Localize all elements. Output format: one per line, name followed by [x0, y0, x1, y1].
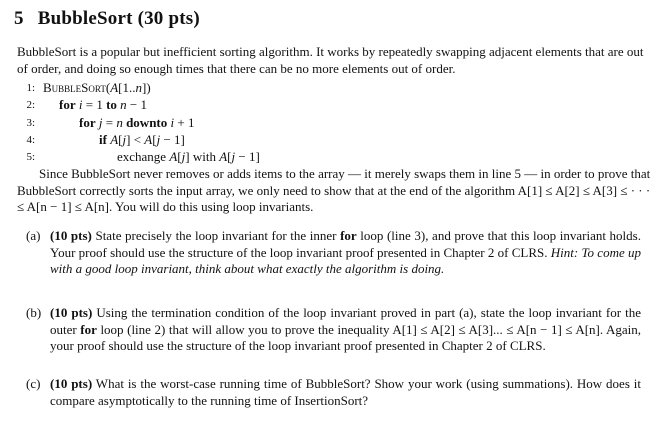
part-a-text: State precisely the loop invariant for the inner — [91, 228, 341, 243]
part-b — [26, 305, 641, 355]
correctness-paragraph — [17, 166, 657, 216]
algorithm-line-3 — [17, 115, 657, 132]
algorithm-line-4 — [17, 132, 657, 149]
part-a-body — [50, 228, 641, 278]
part-b-keyword: for — [80, 321, 97, 337]
algorithm-line-2 — [17, 97, 657, 114]
section-heading — [14, 8, 200, 30]
part-a-text-2: loop (line 3), and prove that this loop invariant holds. Your proof should use the structure of the loop invariant proof presented in Chapter 2 of CLRS. — [50, 228, 641, 260]
if-condition: if A[j] < A[j − 1] — [99, 131, 185, 147]
correctness-text: Since BubbleSort never removes or adds items to the array — it merely swaps them in line 5 — in order to prove that BubbleSort correctly sorts the input array, we only need to show that at the end of the algorithm A[1] ≤ A[2] ≤ A[3] ≤ · · · ≤ A[n − 1] ≤ A[n]. You will do this using loop invariants. — [17, 166, 651, 214]
line-number: 1: — [26, 82, 35, 94]
line-number: 3: — [26, 116, 35, 129]
part-b-points: (10 pts) — [50, 305, 93, 320]
part-a-hint: Hint: To come up with a good loop invariant, think about what exactly the algorithm is doing. — [50, 244, 641, 276]
algorithm-listing — [17, 80, 657, 166]
part-a — [26, 228, 641, 278]
part-b-text-2: loop (line 2) that will allow you to prove the inequality A[1] ≤ A[2] ≤ A[3]... ≤ A[n − 1] ≤ A[n]. Again, your proof should use the structure of the loop invariant proof presented in Chapter 2 of CLRS. — [50, 321, 641, 353]
intro-paragraph: BubbleSort is a popular but inefficient sorting algorithm. It works by repeatedly swapping adjacent elements that are out of order, and doing so enough times that there can be no more elements out of order. — [17, 44, 644, 76]
algorithm-line-5 — [17, 149, 657, 166]
algorithm-signature: BubbleSort(A[1..n]) — [43, 80, 151, 95]
section-number: 5 — [14, 8, 24, 29]
part-b-label: (b) — [26, 305, 42, 320]
part-a-label: (a) — [26, 228, 41, 243]
section-title: BubbleSort (30 pts) — [37, 8, 200, 29]
outer-for-loop: for i = 1 to n − 1 — [59, 97, 148, 113]
part-c — [26, 376, 641, 409]
part-c-label: (c) — [26, 376, 41, 391]
part-b-body — [50, 305, 641, 355]
line-number: 2: — [26, 99, 35, 112]
part-a-keyword: for — [340, 228, 357, 243]
line-number: 5: — [26, 151, 35, 164]
part-a-points: (10 pts) — [50, 228, 92, 243]
part-b-text: Using the termination condition of the loop invariant proved in part (a), state the loop invariant for the outer — [50, 305, 641, 337]
part-c-text: What is the worst-case running time of BubbleSort? Show your work (using summations). How does it compare asymptotically to the running time of InsertionSort? — [50, 376, 641, 408]
inner-for-loop: for j = n downto i + 1 — [79, 114, 195, 130]
part-c-points: (10 pts) — [50, 376, 93, 391]
algorithm-line-1 — [17, 80, 657, 97]
part-c-body — [50, 376, 641, 409]
line-number: 4: — [26, 133, 35, 146]
exchange-statement: exchange A[j] with A[j − 1] — [117, 149, 260, 165]
